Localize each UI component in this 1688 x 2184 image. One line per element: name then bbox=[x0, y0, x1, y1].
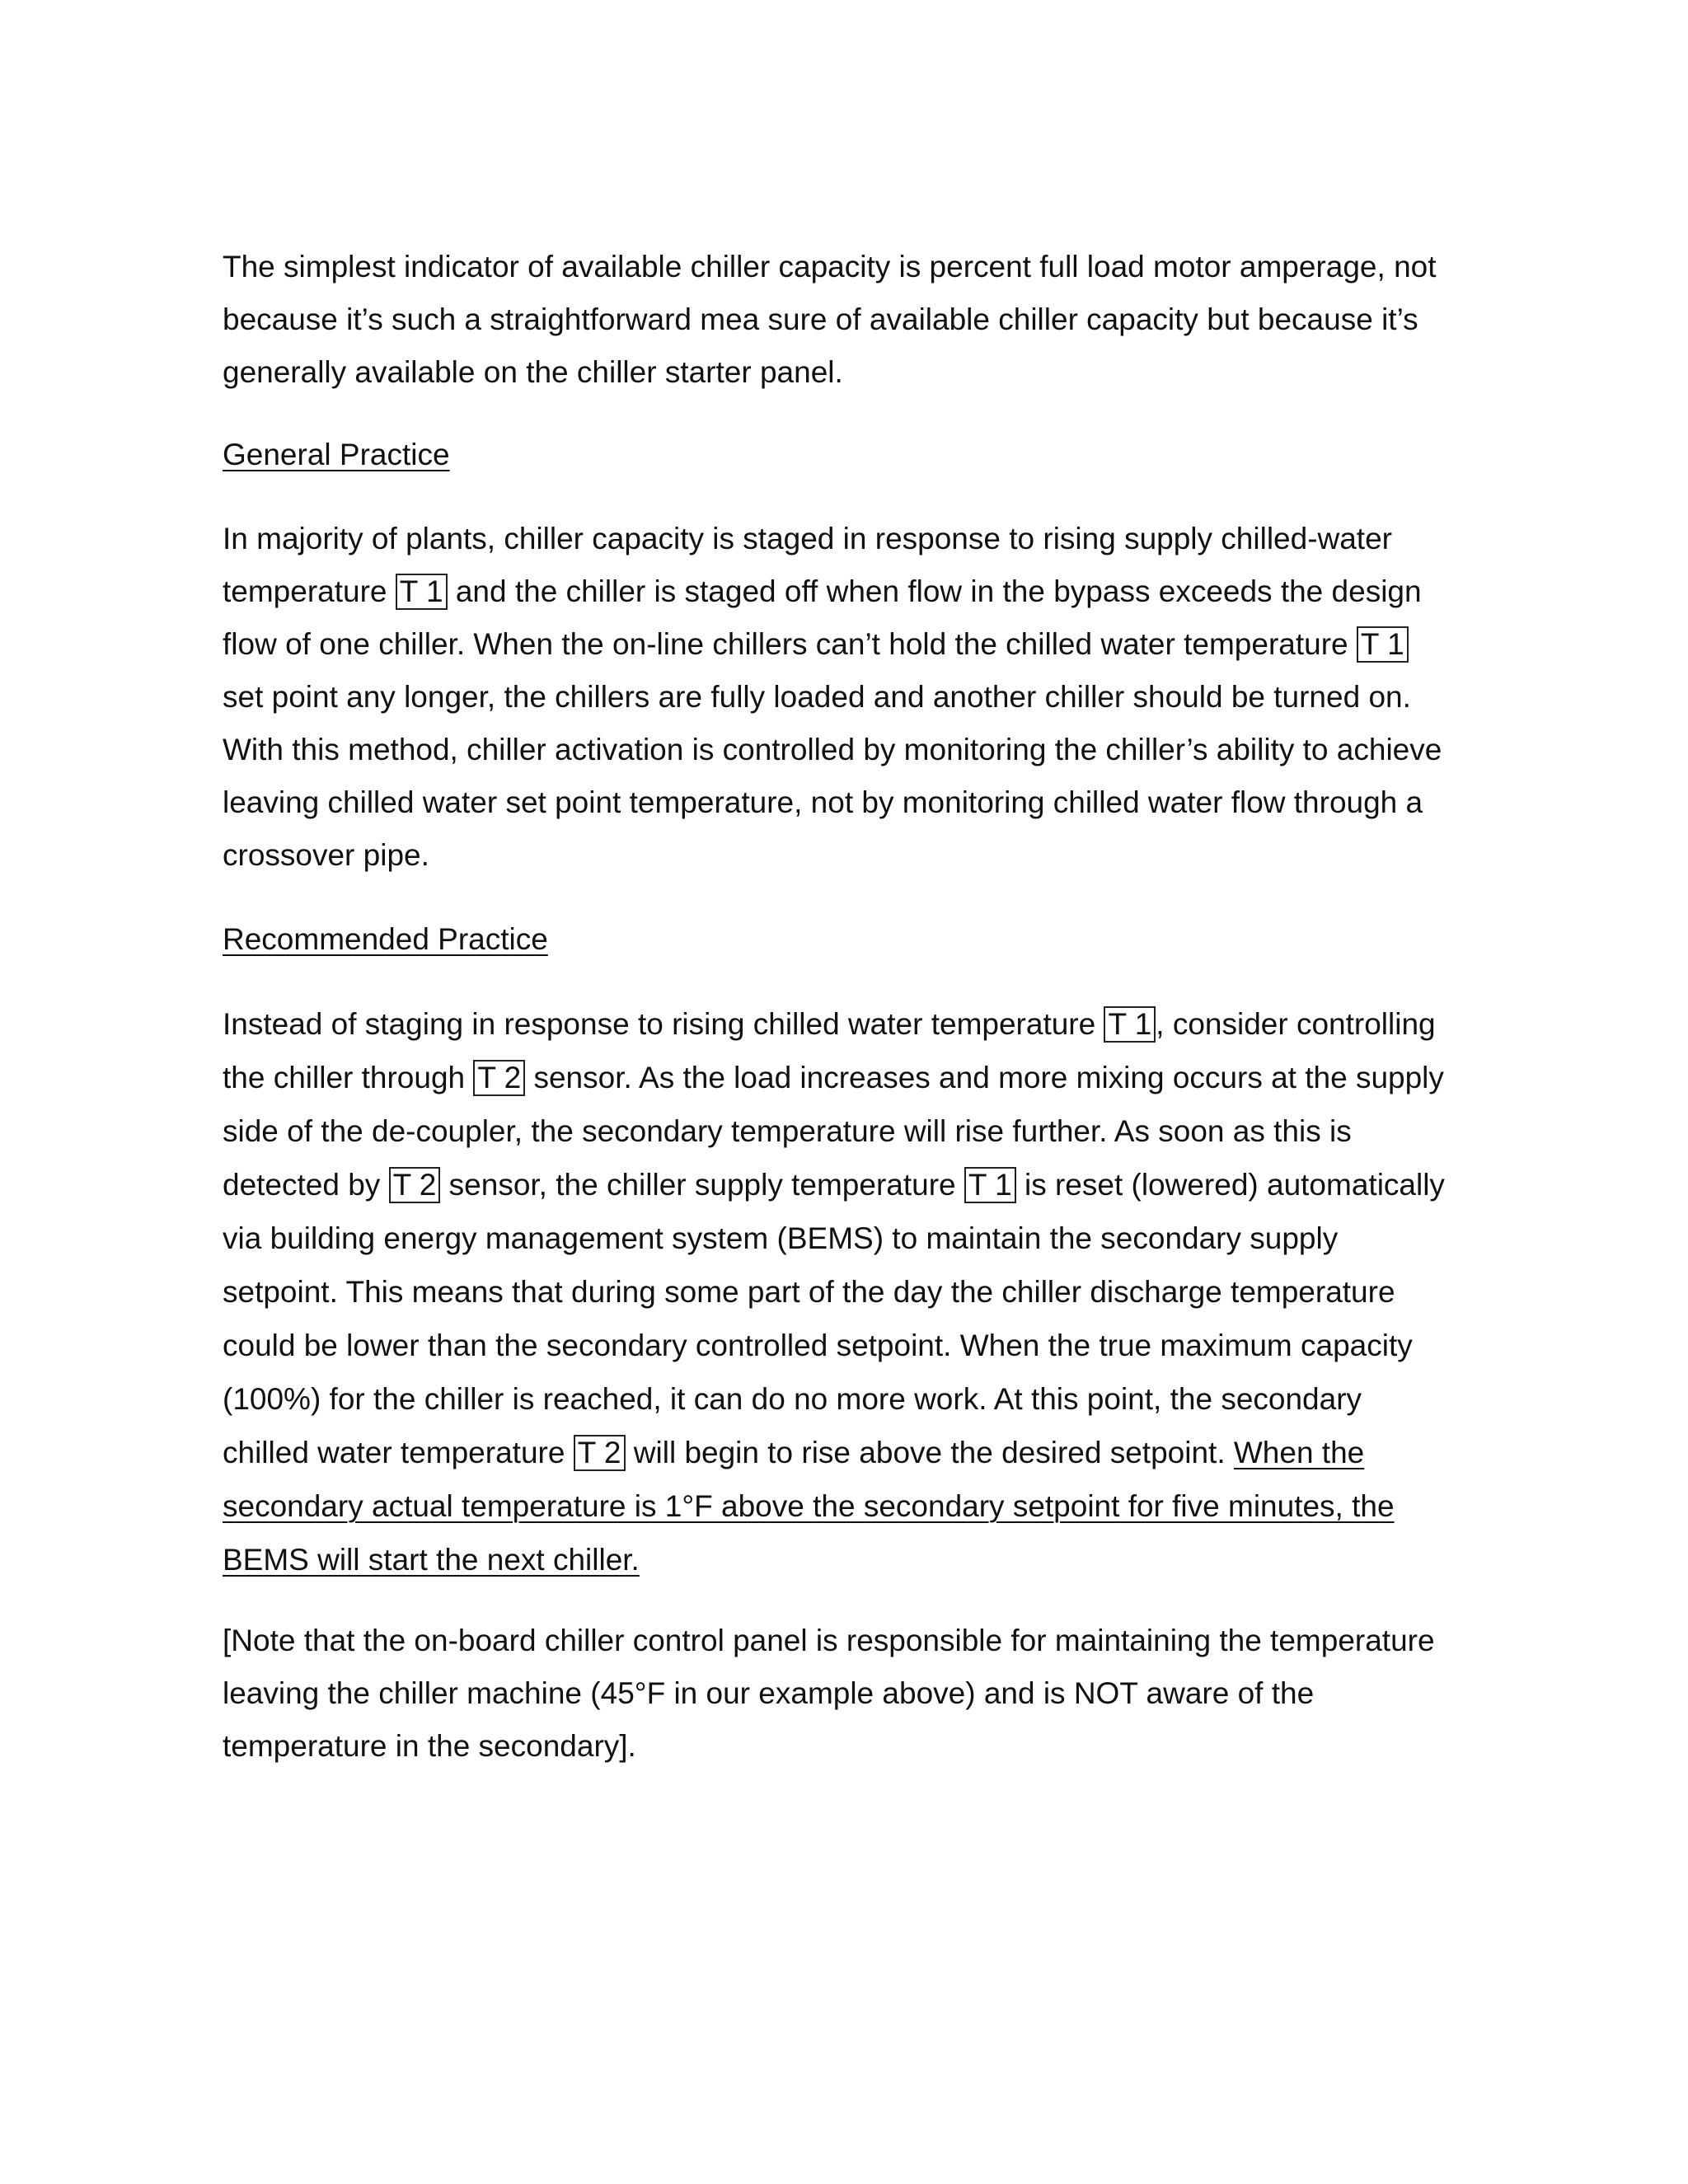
general-practice-paragraph bbox=[223, 513, 1447, 882]
recommended-practice-heading: Recommended Practice bbox=[223, 922, 548, 956]
sensor-tag-t2: T 2 bbox=[389, 1167, 441, 1203]
recommended-text-2: , consider controlling the chiller through bbox=[223, 1007, 1436, 1094]
general-text-2: and the chiller is staged off when flow in the bypass exceeds the design flow of one chiller. When the on-line chillers can’t hold the chilled water temperature bbox=[223, 574, 1422, 661]
general-text-3: set point any longer, the chillers are fully loaded and another chiller should be turned on. With this method, chiller activation is controlled by monitoring the chiller’s ability to achieve leaving chilled water set point temperature, not by monitoring chilled water flow through a crossover pipe. bbox=[223, 680, 1442, 872]
document-body bbox=[223, 241, 1447, 1773]
recommended-text-3: sensor. As the load increases and more mixing occurs at the supply side of the de-coupler, the secondary temperature will rise further. As soon as this is detected by bbox=[223, 1061, 1444, 1202]
recommended-text-6: will begin to rise above the desired setpoint. bbox=[625, 1436, 1234, 1469]
recommended-practice-paragraph bbox=[223, 997, 1447, 1586]
sensor-tag-t1: T 1 bbox=[396, 574, 448, 610]
recommended-text-1: Instead of staging in response to rising chilled water temperature bbox=[223, 1007, 1104, 1041]
intro-paragraph: The simplest indicator of available chiller capacity is percent full load motor amperage, not because it’s such a straightforward mea sure of available chiller capacity but because it’s generally available on the chiller starter panel. bbox=[223, 250, 1437, 389]
recommended-text-4: sensor, the chiller supply temperature bbox=[440, 1168, 964, 1202]
recommended-text-5: is reset (lowered) automatically via building energy management system (BEMS) to maintain the secondary supply setpoint. This means that during some part of the day the chiller discharge temperature could be lower than the secondary controlled setpoint. When the true maximum capacity (100%) for the chiller is reached, it can do no more work. At this point, the secondary chilled water temperature bbox=[223, 1168, 1445, 1469]
sensor-tag-t2: T 2 bbox=[473, 1060, 525, 1096]
general-text-1: In majority of plants, chiller capacity is staged in response to rising supply chilled-water temperature bbox=[223, 522, 1392, 608]
underlined-conclusion: When the secondary actual temperature is 1°F above the secondary setpoint for five minutes, the BEMS will start the next chiller. bbox=[223, 1436, 1395, 1577]
general-practice-heading: General Practice bbox=[223, 438, 450, 471]
note-paragraph: [Note that the on-board chiller control panel is responsible for maintaining the temperature leaving the chiller machine (45°F in our example above) and is NOT aware of the temperature in the secondary]. bbox=[223, 1624, 1435, 1763]
sensor-tag-t1: T 1 bbox=[964, 1167, 1016, 1203]
sensor-tag-t2: T 2 bbox=[574, 1435, 626, 1471]
sensor-tag-t1: T 1 bbox=[1357, 626, 1409, 663]
sensor-tag-t1: T 1 bbox=[1104, 1006, 1156, 1043]
